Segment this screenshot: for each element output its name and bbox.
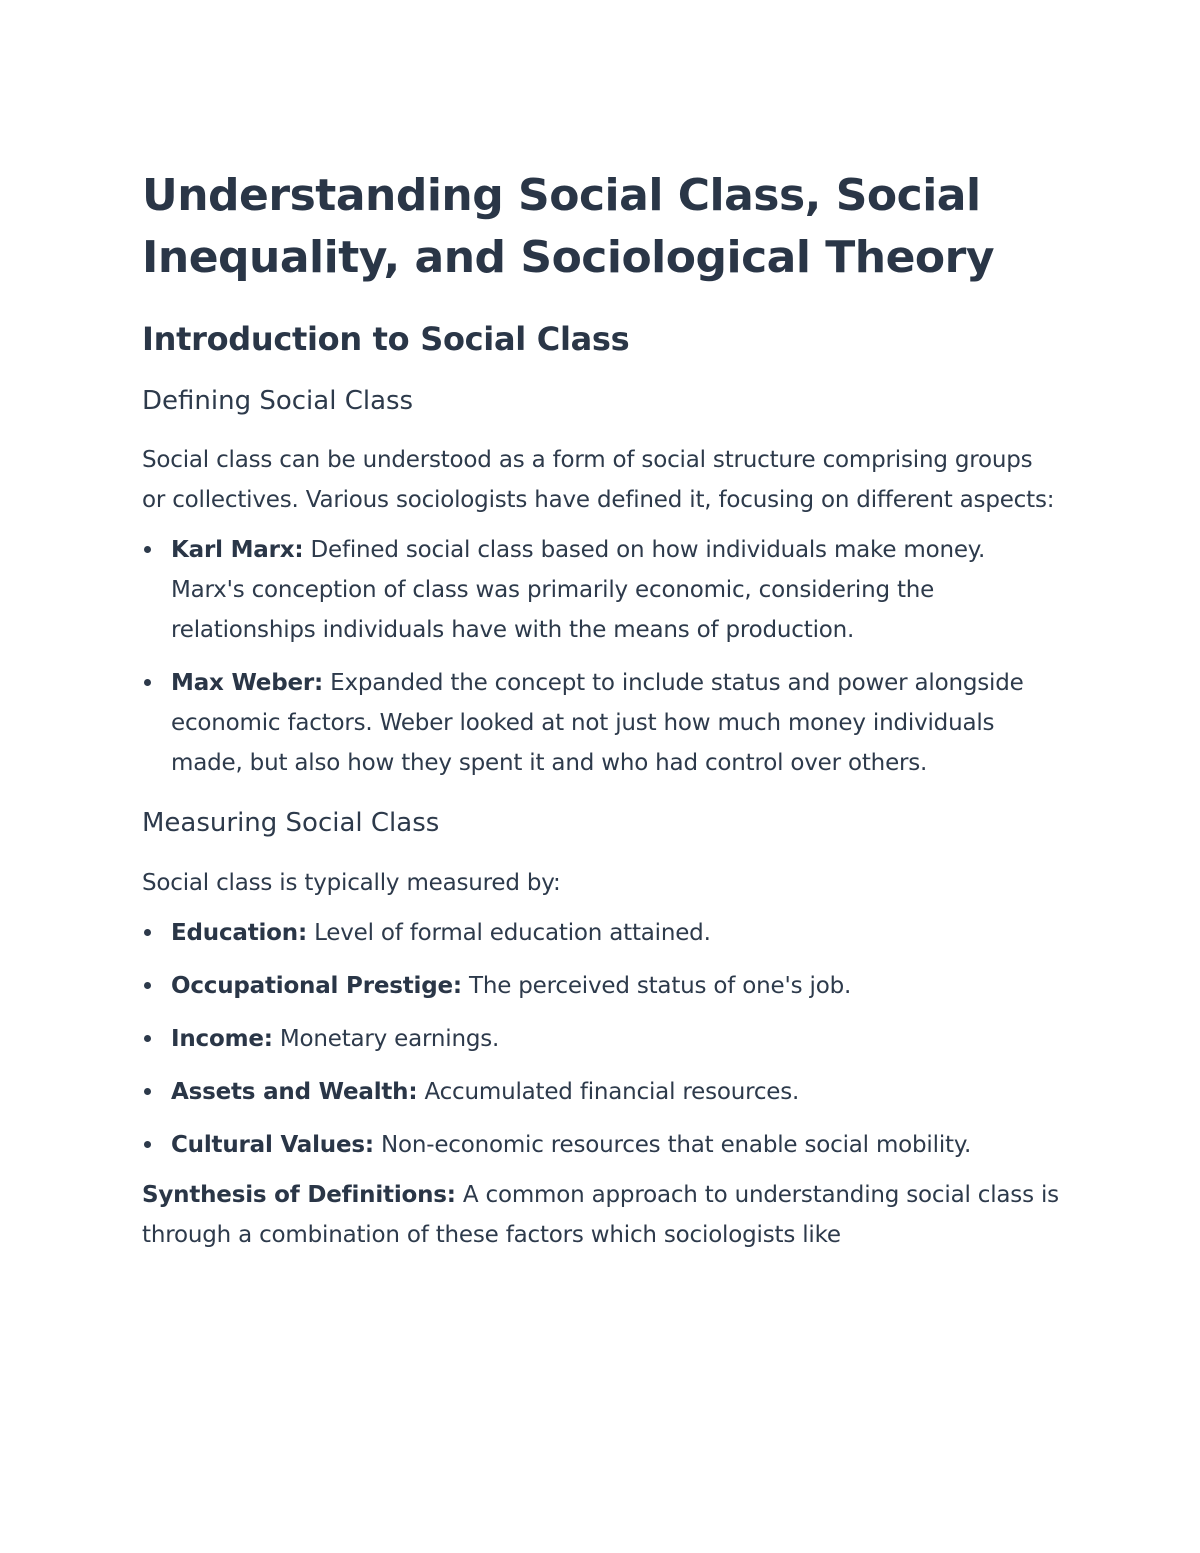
synthesis-paragraph — [142, 1175, 1062, 1255]
bullet-icon — [144, 982, 151, 989]
list-item-education — [142, 913, 1062, 953]
bullet-icon — [144, 1035, 151, 1042]
synthesis-term: Synthesis of Definitions: — [142, 1182, 456, 1208]
defining-intro-paragraph: Social class can be understood as a form of social structure comprising groups or collectives. Various sociologists have defined it, focusing on different aspects: — [142, 447, 1055, 513]
measuring-intro-paragraph: Social class is typically measured by: — [142, 870, 561, 896]
list-item-text: Defined social class based on how individuals make money. Marx's conception of class was primarily economic, considering the relationships individuals have with the means of production. — [171, 537, 986, 643]
measures-list — [142, 913, 1062, 1165]
list-item-term: Assets and Wealth: — [171, 1079, 418, 1105]
list-item-income — [142, 1019, 1062, 1059]
document-page — [142, 165, 1062, 1255]
definitions-list — [142, 530, 1062, 783]
list-item-assets-wealth — [142, 1072, 1062, 1112]
list-item-text: Non-economic resources that enable social mobility. — [373, 1132, 972, 1158]
bullet-icon — [144, 546, 151, 553]
bullet-icon — [144, 1088, 151, 1095]
subsection-heading-defining: Defining Social Class — [142, 386, 414, 416]
bullet-icon — [144, 929, 151, 936]
list-item-max-weber — [142, 663, 1062, 783]
list-item-term: Education: — [171, 920, 307, 946]
list-item-occupational-prestige — [142, 966, 1062, 1006]
bullet-icon — [144, 1141, 151, 1148]
list-item-cultural-values — [142, 1125, 1062, 1165]
subsection-heading-measuring: Measuring Social Class — [142, 808, 440, 838]
list-item-term: Max Weber: — [171, 670, 324, 696]
list-item-text: Accumulated financial resources. — [417, 1079, 800, 1105]
page-title: Understanding Social Class, Social Inequality, and Sociological Theory — [142, 170, 995, 283]
list-item-term: Cultural Values: — [171, 1132, 374, 1158]
list-item-term: Karl Marx: — [171, 537, 304, 563]
section-heading: Introduction to Social Class — [142, 320, 630, 358]
list-item-term: Occupational Prestige: — [171, 973, 462, 999]
list-item-text: Expanded the concept to include status and power alongside economic factors. Weber looked at not just how much money individuals made, but also how they spent it and who had control over others. — [171, 670, 1024, 776]
list-item-text: The perceived status of one's job. — [461, 973, 852, 999]
list-item-term: Income: — [171, 1026, 273, 1052]
list-item-karl-marx — [142, 530, 1062, 650]
list-item-text: Level of formal education attained. — [306, 920, 711, 946]
bullet-icon — [144, 679, 151, 686]
list-item-text: Monetary earnings. — [272, 1026, 500, 1052]
synthesis-text: A common approach to understanding social class is through a combination of these factors which sociologists like — [142, 1182, 1059, 1248]
